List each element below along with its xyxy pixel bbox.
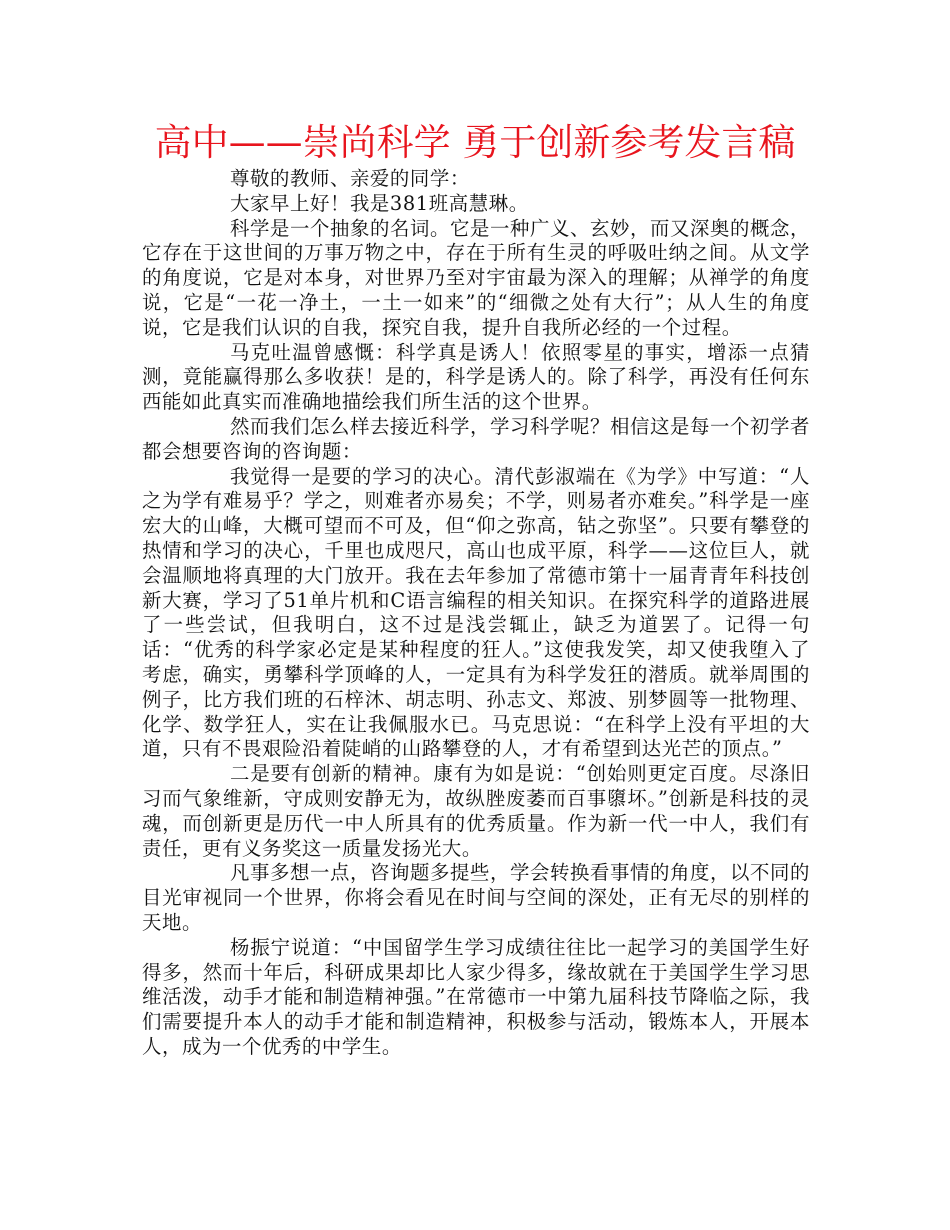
paragraph-salutation: 尊敬的教师、亲爱的同学： <box>230 167 470 190</box>
paragraph-how-to-approach: 然而我们怎么样去接近科学，学习科学呢？相信这是每一个初学者都会想要咨询的咨询题： <box>142 414 810 463</box>
paragraph-greeting: 大家早上好！我是381班高慧琳。 <box>230 191 529 215</box>
document-body <box>142 167 810 1060</box>
paragraph-think-more: 凡事多想一点，咨询题多提些，学会转换看事情的角度，以不同的目光审视同一个世界，你将会看见在时间与空间的深处，正有无尽的别样的天地。 <box>142 861 810 934</box>
paragraph-yang-zhenning: 杨振宁说道：“中国留学生学习成绩往往比一起学习的美国学生好得多，然而十年后，科研成果却比人家少得多，缘故就在于美国学生学习思维活泼，动手才能和制造精神强。”在常德市一中第九届科技节降临之际，我们需要提升本人的动手才能和制造精神，积极参与活动，锻炼本人，开展本人，成为一个优秀的中学生。 <box>142 935 810 1058</box>
document-title: 高中——崇尚科学 勇于创新参考发言稿 <box>154 121 796 164</box>
paragraph-mark-twain: 马克吐温曾感慨：科学真是诱人！依照零星的事实，增添一点猜测，竟能赢得那么多收获！是的，科学是诱人的。除了科学，再没有任何东西能如此真实而准确地描绘我们所生活的这个世界。 <box>142 340 810 414</box>
paragraph-science-concept: 科学是一个抽象的名词。它是一种广义、玄妙，而又深奥的概念，它存在于这世间的万事万物之中，存在于所有生灵的呼吸吐纳之间。从文学的角度说，它是对本身，对世界乃至对宇宙最为深入的理解；从禅学的角度说，它是“一花一净土，一土一如来”的“细微之处有大行”；从人生的角度说，它是我们认识的自我，探究自我，提升自我所必经的一个过程。 <box>142 216 810 339</box>
paragraph-determination: 我觉得一是要的学习的决心。清代彭淑端在《为学》中写道：“人之为学有难易乎？学之，则难者亦易矣；不学，则易者亦难矣。”科学是一座宏大的山峰，大概可望而不可及，但“仰之弥高，钻之弥坚”。只要有攀登的热情和学习的决心，千里也成咫尺，高山也成平原，科学——这位巨人，就会温顺地将真理的大门放开。我在去年参加了常德市第十一届青青年科技创新大赛，学习了51单片机和C语言编程的相关知识。在探究科学的道路进展了一些尝试，但我明白，这不过是浅尝辄止，缺乏为道罢了。记得一句话：“优秀的科学家必定是某种程度的狂人。”这使我发笑，却又使我堕入了考虑，确实，勇攀科学顶峰的人，一定具有为科学发狂的潜质。就举周围的例子，比方我们班的石梓沐、胡志明、孙志文、郑波、别梦圆等一批物理、化学、数学狂人，实在让我佩服水已。马克思说：“在科学上没有平坦的大道，只有不畏艰险沿着陡峭的山路攀登的人，才有希望到达光芒的顶点。” <box>142 464 810 761</box>
paragraph-innovation: 二是要有创新的精神。康有为如是说：“创始则更定百度。尽涤旧习而气象维新，守成则安静无为，故纵脞废萎而百事隳坏。”创新是科技的灵魂，而创新更是历代一中人所具有的优秀质量。作为新一代一中人，我们有责任，更有义务奖这一质量发扬光大。 <box>142 762 810 860</box>
